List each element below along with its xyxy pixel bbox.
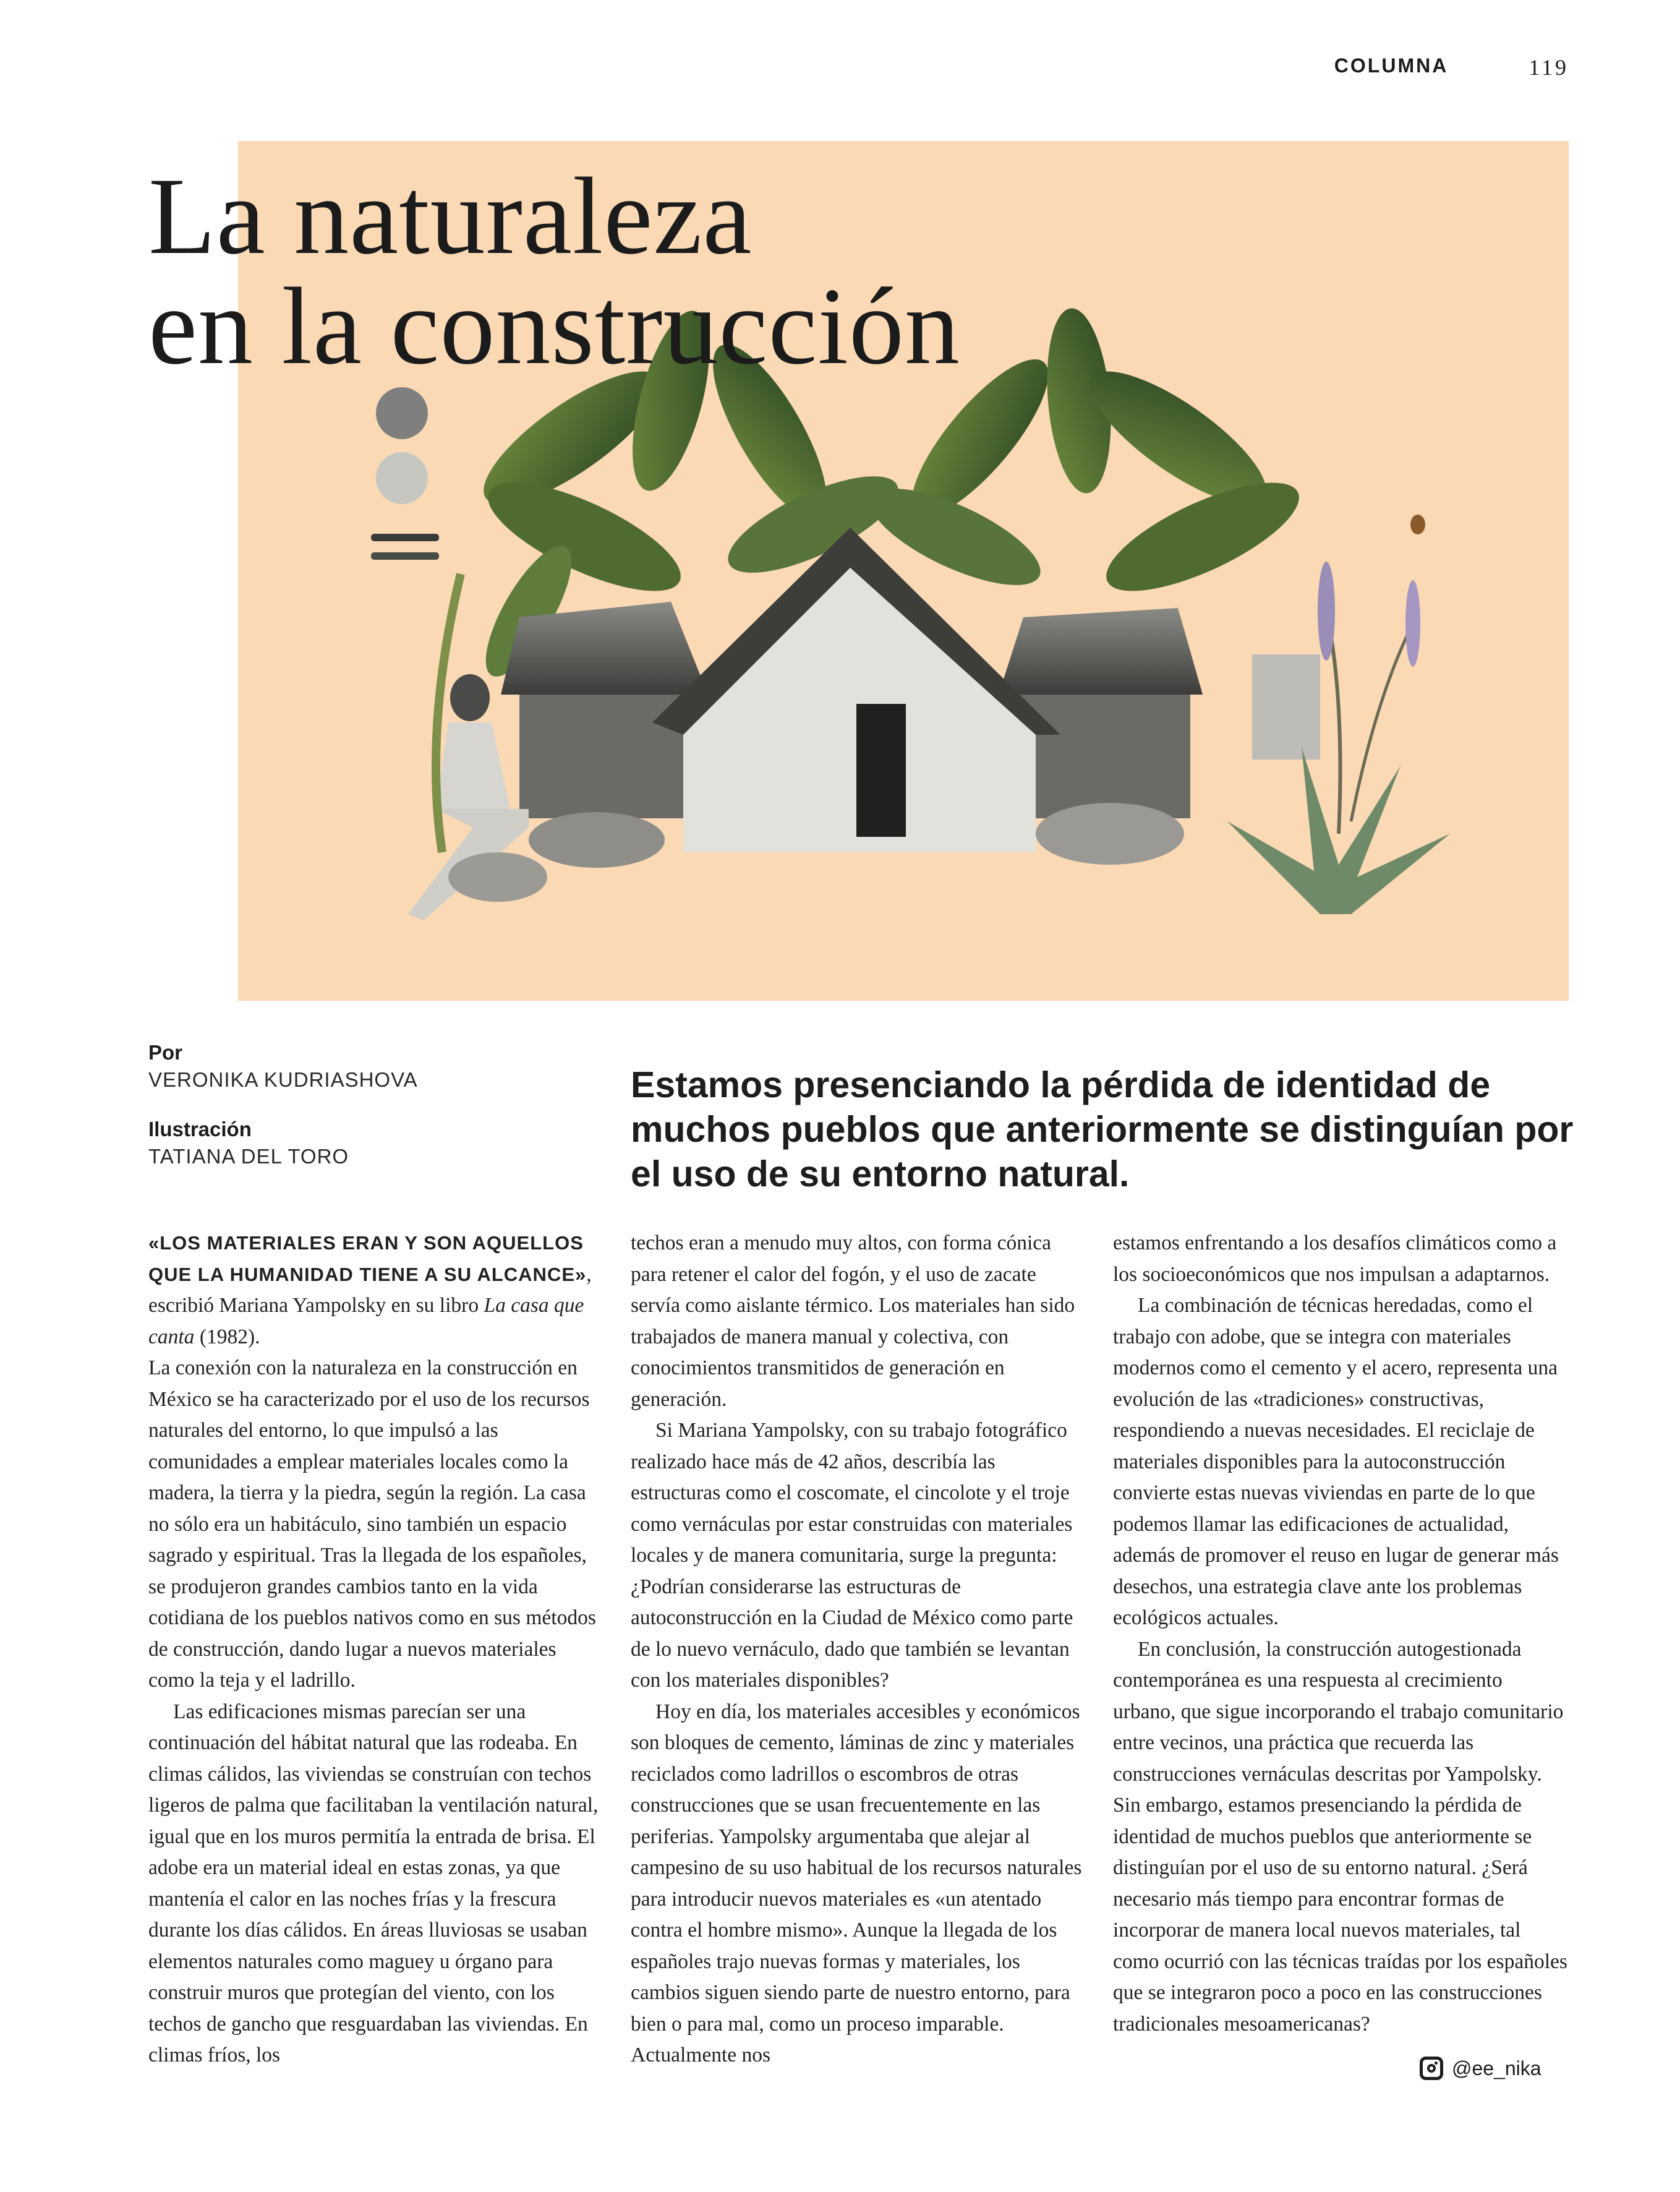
column-1 <box>148 1228 603 2071</box>
page-number: 119 <box>1529 55 1569 80</box>
article-title: La naturaleza en la construcción <box>148 155 960 387</box>
running-head <box>1334 54 1569 80</box>
credits <box>148 1039 418 1192</box>
lead-text: , escribió Mariana Yampolsky en su libro <box>148 1262 592 1317</box>
pull-quote: Estamos presenciando la pérdida de identidad de muchos pueblos que anteriormente se distinguían por el uso de su entorno natural. <box>631 1064 1574 1194</box>
illustrator-name: TATIANA DEL TORO <box>148 1145 349 1168</box>
paragraph: Hoy en día, los materiales accesibles y económicos son bloques de cemento, láminas de zinc y materiales reciclados como ladrillos o escombros de otras construcciones que se usan frecuentemente en las periferias. Yampolsky argumentaba que alejar al campesino de su uso habitual de los recursos naturales para introducir nuevos materiales es «un atentado contra el hombre mismo». Aunque la llegada de los españoles trajo nuevas formas y materiales, los cambios siguen siendo parte de nuestro entorno, para bien o para mal, como un proceso imparable. Actualmente nos <box>631 1700 1082 2066</box>
instagram-icon <box>1420 2057 1443 2080</box>
lead-text-end: (1982). <box>194 1325 260 1348</box>
wood-stick <box>371 552 439 560</box>
rocks <box>529 812 665 868</box>
paragraph: estamos enfrentando a los desafíos climáticos como a los socioeconómicos que nos impulsan a adaptarnos. <box>1113 1231 1557 1286</box>
paragraph: En conclusión, la construcción autogestionada contemporánea es una respuesta al crecimiento urbano, que sigue incorporando el trabajo comunitario entre vecinos, una práctica que recuerda las construcciones vernáculas descritas por Yampolsky. Sin embargo, estamos presenciando la pérdida de identidad de muchos pueblos que anteriormente se distinguían por el uso de su entorno natural. ¿Será necesario más tiempo para encontrar formas de incorporar de manera local nuevos materiales, tal como ocurrió con las técnicas traídas por los españoles que se integraron poco a poco en las construcciones tradicionales mesoamericanas? <box>1113 1637 1567 2036</box>
lead-caps: «LOS MATERIALES ERAN Y SON AQUELLOS QUE LA HUMANIDAD TIENE A SU ALCANCE» <box>148 1232 587 1285</box>
paragraph: Las edificaciones mismas parecían ser una continuación del hábitat natural que las rodeaba. En climas cálidos, las viviendas se construían con techos ligeros de palma que facilitaban la ventilación natural, igual que en los muros permitía la entrada de brisa. El adobe era un material ideal en estas zonas, ya que mantenía el calor en las noches frías y la frescura durante los días cálidos. En áreas lluviosas se usaban elementos naturales como maguey u órgano para construir muros que protegían del viento, con los techos de gancho que resguardaban las viviendas. En climas fríos, los <box>148 1700 599 2066</box>
paragraph: La combinación de técnicas heredadas, como el trabajo con adobe, que se integra con materiales modernos como el cemento y el acero, representa una evolución de las «tradiciones» constructivas, respondiendo a nuevas necesidades. El reciclaje de materiales disponibles para la autoconstrucción convierte estas nuevas viviendas en parte de lo que podemos llamar las edificaciones de actualidad, además de promover el reuso en lugar de generar más desechos, una estrategia clave ante los problemas ecológicos actuales. <box>1113 1294 1559 1629</box>
paragraph: techos eran a menudo muy altos, con forma cónica para retener el calor del fogón, y el uso de zacate servía como aislante térmico. Los materiales han sido trabajados de manera manual y colectiva, con conocimientos transmitidos de generación en generación. <box>631 1231 1075 1411</box>
column-3 <box>1113 1228 1567 2040</box>
paragraph: La conexión con la naturaleza en la construcción en México se ha caracterizado por el uso de los recursos naturales del entorno, lo que impulsó a las comunidades a emplear materiales locales como la madera, la tierra y la piedra, según la región. La casa no sólo era un habitáculo, sino también un espacio sagrado y espiritual. Tras la llegada de los españoles, se produjeron grandes cambios tanto en la vida cotidiana de los pueblos nativos como en sus métodos de construcción, dando lugar a nuevos materiales como la teja y el ladrillo. <box>148 1356 596 1692</box>
social-credit <box>1420 2057 1541 2080</box>
wood-stick <box>371 534 439 541</box>
lime-texture-swatch <box>376 452 428 504</box>
door <box>856 704 906 837</box>
author-label: Por <box>148 1041 183 1064</box>
illustration-label: Ilustración <box>148 1118 252 1141</box>
author-name: VERONIKA KUDRIASHOVA <box>148 1068 418 1091</box>
brick-column <box>1252 654 1320 760</box>
paragraph: Si Mariana Yampolsky, con su trabajo fotográfico realizado hace más de 42 años, describía las estructuras como el coscomate, el cincolote y el troje como vernáculas por estar construidas con materiales locales y de manera comunitaria, surge la pregunta: ¿Podrían considerarse las estructuras de autoconstrucción en la Ciudad de México como parte de lo nuevo vernáculo, dado que también se levantan con los materiales disponibles? <box>631 1419 1073 1692</box>
lead-paragraph <box>148 1228 603 1353</box>
stone-texture-swatch <box>376 387 428 439</box>
book-title: La casa que canta <box>148 1294 584 1348</box>
rocks <box>1036 803 1184 865</box>
lavender-plant <box>1318 562 1420 834</box>
column-2 <box>631 1228 1085 2071</box>
social-handle[interactable]: @ee_nika <box>1452 2057 1541 2079</box>
section-label: COLUMNA <box>1334 54 1449 77</box>
seed <box>1410 515 1425 534</box>
